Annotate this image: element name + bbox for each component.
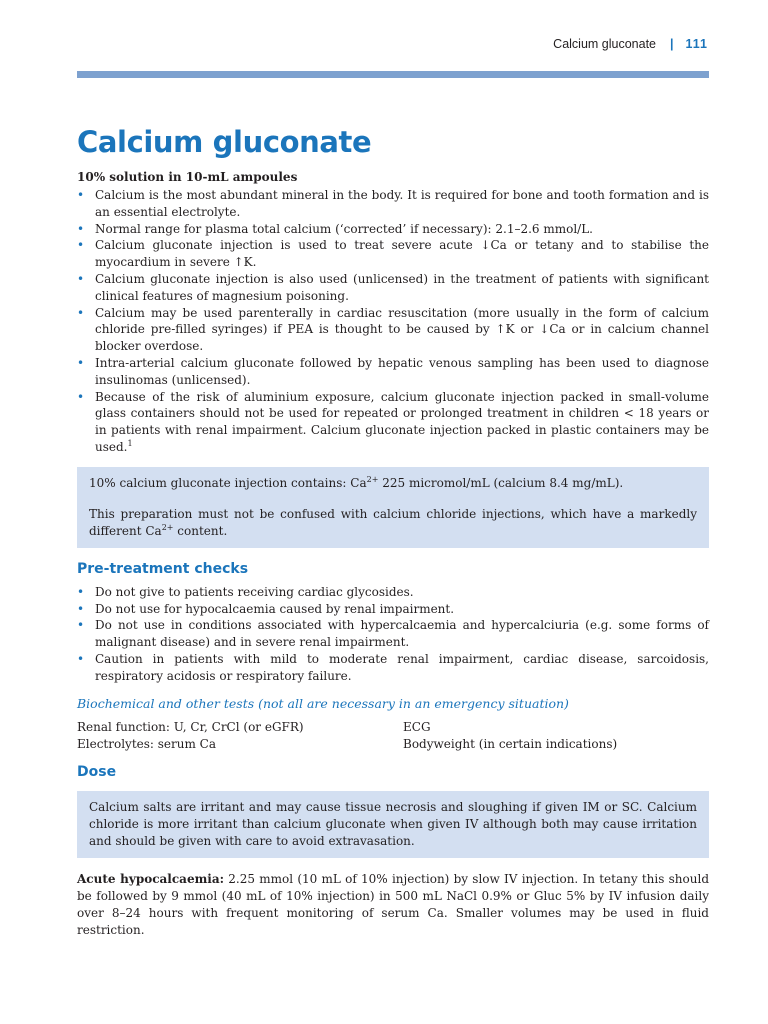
list-item: • Normal range for plasma total calcium (‘corrected’ if necessary): 2.1–2.6 mmol/L. <box>77 221 593 236</box>
list-item: • Calcium gluconate injection is also used (unlicensed) in the treatment of patients with significant clinical features of magnesium poisoning. <box>77 271 709 303</box>
bullet-icon: • <box>77 389 85 404</box>
list-item: • Do not use for hypocalcaemia caused by renal impairment. <box>77 601 455 616</box>
bullet-icon: • <box>77 651 85 666</box>
running-head-title: Calcium gluconate <box>553 37 657 51</box>
bullet-icon: • <box>77 355 85 370</box>
bullet-icon: • <box>77 601 85 616</box>
tests-grid <box>77 719 709 753</box>
page-title: Calcium gluconate <box>77 125 372 159</box>
acute-hypocalcaemia-label: Acute hypocalcaemia: <box>77 871 225 886</box>
tests-heading: Biochemical and other tests (not all are necessary in an emergency situation) <box>77 695 569 711</box>
bullet-icon: • <box>77 188 85 202</box>
list-item: • Calcium gluconate injection is used to treat severe acute ↓Ca or tetany and to stabilise the myocardium in severe ↑K. <box>77 238 709 270</box>
test-item: ECG <box>403 719 431 734</box>
bullet-icon: • <box>77 584 85 599</box>
header-rule <box>77 71 709 78</box>
pretreatment-heading: Pre-treatment checks <box>77 560 249 577</box>
page-number: 111 <box>685 37 708 51</box>
bullet-icon: • <box>77 221 85 236</box>
running-head <box>553 37 708 51</box>
intro-bullet-list <box>77 187 709 456</box>
page-content <box>77 124 709 939</box>
list-item: • Because of the risk of aluminium exposure, calcium gluconate injection packed in small-volume glass containers should not be used for repeated or prolonged treatment in children < 18 years or in patients with renal impairment. Calcium gluconate injection packed in plastic containers may be used.$^1$ <box>77 389 709 454</box>
list-item: • Do not give to patients receiving cardiac glycosides. <box>77 584 414 599</box>
acute-hypocalcaemia-paragraph <box>77 871 709 939</box>
list-item: • Calcium may be used parenterally in cardiac resuscitation (more usually in the form of calcium chloride pre-filled syringes) if PEA is thought to be caused by ↑K or ↓Ca or in calcium channel blocker overdose. <box>77 305 709 354</box>
pretreatment-bullet-list <box>77 584 709 685</box>
bullet-icon: • <box>77 271 85 286</box>
bullet-icon: • <box>77 305 85 320</box>
test-item: Electrolytes: serum Ca <box>77 736 217 751</box>
list-item: • Intra-arterial calcium gluconate followed by hepatic venous sampling has been used to diagnose insulinomas (unlicensed). <box>77 355 709 387</box>
dose-warning-text: Calcium salts are irritant and may cause tissue necrosis and sloughing if given IM or SC. Calcium chloride is more irritant than calcium gluconate when given IV although both may cause irritation and should be given with care to avoid extravasation. <box>89 799 697 848</box>
acute-hypocalcaemia-text: 2.25 mmol (10 mL of 10% injection) by slow IV injection. In tetany this should be followed by 9 mmol (40 mL of 10% injection) in 500 mL NaCl 0.9% or Gluc 5% by IV infusion daily over 8–24 hours with frequent monitoring of serum Ca. Smaller volumes may be used in fluid restriction. <box>77 871 709 937</box>
dose-heading: Dose <box>77 763 117 780</box>
list-item: • Do not use in conditions associated with hypercalcaemia and hypercalciuria (e.g. some forms of malignant disease) and in severe renal impairment. <box>77 618 709 650</box>
bullet-icon: • <box>77 238 85 253</box>
info-box-line-1: 10% calcium gluconate injection contains: $Ca^{2+}$ 225 micromol/mL (calcium 8.4 mg/mL). <box>89 474 624 490</box>
bullet-icon: • <box>77 618 85 633</box>
formulation-subhead: 10% solution in 10-mL ampoules <box>77 170 298 184</box>
list-item: • Caution in patients with mild to moderate renal impairment, cardiac disease, sarcoidosis, respiratory acidosis or respiratory failure. <box>77 651 709 683</box>
list-item: • Calcium is the most abundant mineral in the body. It is required for bone and tooth formation and is an essential electrolyte. <box>77 188 709 219</box>
test-item: Bodyweight (in certain indications) <box>403 736 618 751</box>
info-box-line-2: This preparation must not be confused with calcium chloride injections, which have a markedly different $Ca^{2+}$ content. <box>89 506 697 538</box>
running-head-separator: | <box>670 37 674 51</box>
info-box <box>77 467 709 548</box>
footnote-ref[interactable]: 1 <box>127 438 133 448</box>
dose-warning-box <box>77 791 709 858</box>
test-item: Renal function: U, Cr, CrCl (or eGFR) <box>77 719 304 734</box>
